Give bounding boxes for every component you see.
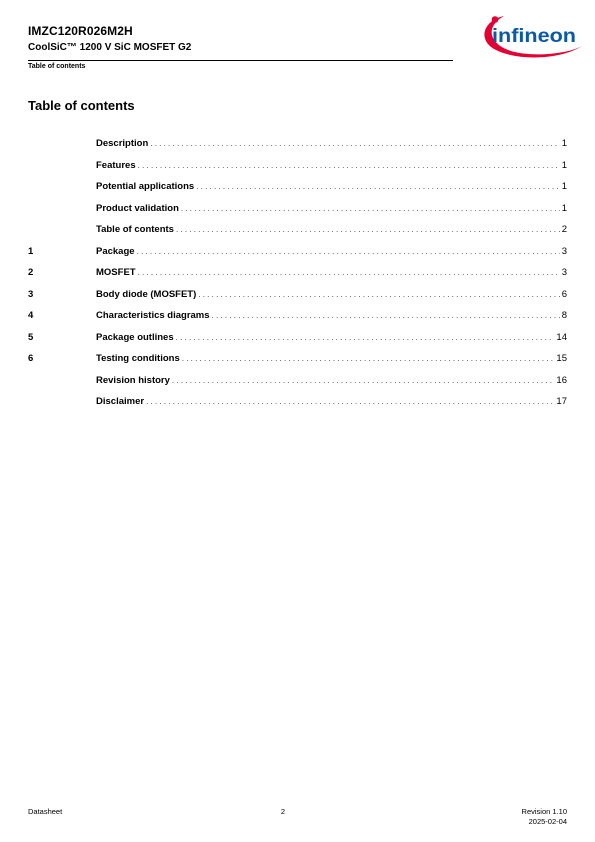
toc-entry-page: 3 [561,267,567,278]
toc-leader-dots [212,305,560,327]
toc-entry-link-table-of-contents[interactable] [96,219,567,241]
toc-entry [28,262,567,284]
toc-entry-page: 17 [556,396,567,407]
toc-entry-number: 5 [28,331,34,343]
toc-leader-dots [172,370,555,392]
product-id: IMZC120R026M2H [28,24,133,38]
toc-entry [28,176,567,198]
toc-entry-title: Package outlines [96,331,174,343]
header-section-label: Table of contents [28,63,86,70]
toc-entry-title: Body diode (MOSFET) [96,288,197,300]
toc-entry-link-description[interactable] [96,133,567,155]
toc-entry [28,391,567,413]
toc-entry-page: 16 [556,374,567,386]
toc-entry [28,198,567,220]
toc-entry-link-disclaimer[interactable] [96,391,567,413]
toc-leader-dots [182,348,555,370]
toc-entry-title: Potential applications [96,181,195,192]
toc-entry-page: 1 [561,138,567,149]
toc-leader-dots [181,198,560,220]
toc-entry-page: 14 [556,331,567,343]
toc-entry-link-revision-history[interactable] [96,370,567,392]
toc-entry-title: Description [96,138,149,149]
footer-revision-block [522,807,567,827]
toc-entry [28,305,567,327]
toc-entry [28,348,567,370]
toc-entry-title: Testing conditions [96,353,180,364]
footer-doc-type: Datasheet [28,807,63,816]
toc-entry [28,327,567,349]
footer-date: 2025-02-04 [528,817,567,826]
toc-entry-title: Package [96,245,135,257]
toc-leader-dots [138,262,560,284]
toc-entry-page: 8 [561,310,567,321]
toc-entry-number: 2 [28,267,34,278]
toc-leader-dots [138,155,560,177]
toc-entry-title: MOSFET [96,267,136,278]
toc-entry-page: 6 [561,288,567,300]
toc-leader-dots [150,133,559,155]
toc-entry [28,219,567,241]
toc-entry [28,155,567,177]
toc-leader-dots [176,327,555,349]
toc-entry-link-potential-applications[interactable] [96,176,567,198]
toc-entry-number: 1 [28,245,34,257]
toc-entry-number: 4 [28,310,34,321]
toc-entry-number: 6 [28,353,34,364]
toc-entry-link-characteristics-diagrams[interactable] [96,305,567,327]
toc-entry-page: 1 [561,181,567,192]
page-header [28,24,453,54]
toc-entry-page: 3 [561,245,567,257]
infineon-logo [478,10,586,62]
toc-entry-link-mosfet[interactable] [96,262,567,284]
toc-leader-dots [176,219,560,241]
toc-entry-link-testing-conditions[interactable] [96,348,567,370]
product-name: CoolSiC™ 1200 V SiC MOSFET G2 [28,42,192,53]
toc-entry [28,241,567,263]
toc-entry-title: Product validation [96,202,179,214]
toc-leader-dots [198,284,559,306]
footer-page-number: 2 [280,807,286,816]
toc-entry-title: Revision history [96,374,170,386]
toc-entry-page: 15 [556,353,567,364]
toc-entry-page: 1 [561,159,567,171]
toc-entry [28,370,567,392]
toc-leader-dots [196,176,560,198]
toc-entry-title: Features [96,159,136,171]
toc-leader-dots [146,391,554,413]
toc-entry-page: 2 [561,224,567,235]
logo-wordmark: infineon [492,26,576,47]
toc-entry-link-package[interactable] [96,241,567,263]
toc-entry-number: 3 [28,288,34,300]
toc-list [28,133,567,413]
toc-entry-link-features[interactable] [96,155,567,177]
toc-entry-link-product-validation[interactable] [96,198,567,220]
toc-entry [28,284,567,306]
toc-entry-link-package-outlines[interactable] [96,327,567,349]
header-divider [28,60,453,61]
footer-revision: Revision 1.10 [521,807,567,816]
toc-leader-dots [137,241,560,263]
toc-entry-page: 1 [561,202,567,214]
logo-dot [492,16,499,23]
toc-heading: Table of contents [28,98,135,113]
toc-entry-title: Table of contents [96,224,174,235]
toc-entry-link-body-diode[interactable] [96,284,567,306]
toc-entry-title: Characteristics diagrams [96,310,210,321]
toc-entry-title: Disclaimer [96,396,145,407]
toc-entry [28,133,567,155]
